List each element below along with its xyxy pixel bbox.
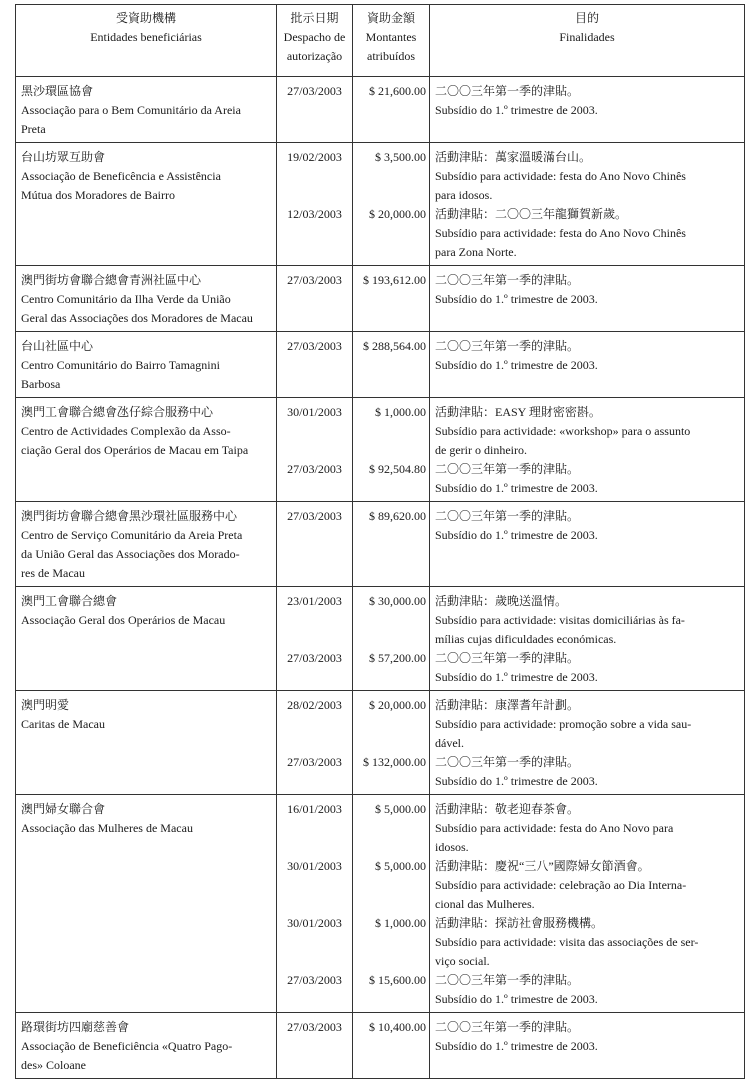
entity-name-pt: Mútua dos Moradores de Bairro: [21, 188, 175, 202]
table-row: [16, 77, 745, 143]
approval-date: 12/03/2003: [287, 207, 342, 221]
entity-name-pt: Geral das Associações dos Moradores de Macau: [21, 311, 253, 325]
table-row: [16, 266, 745, 332]
entity-name-pt: Associação de Beneficiência «Quatro Pago-: [21, 1039, 233, 1053]
purpose-pt: Subsídio do 1.º trimestre de 2003.: [435, 774, 598, 788]
approval-date: 27/03/2003: [287, 1020, 342, 1034]
approval-date: 27/03/2003: [287, 509, 342, 523]
amount-cell: [353, 795, 430, 1013]
entity-name-zh: 路環街坊四廟慈善會: [21, 1020, 130, 1034]
amount-value: $ 15,600.00: [369, 973, 426, 987]
date-cell: [277, 77, 353, 143]
entity-name-pt: Centro Comunitário do Bairro Tamagnini: [21, 358, 220, 372]
purpose-cell: [430, 691, 745, 795]
entity-name-zh: 黑沙環區協會: [21, 84, 94, 98]
header-row: [16, 5, 745, 77]
entity-name-pt: Associação de Beneficência e Assistência: [21, 169, 221, 183]
date-cell: [277, 795, 353, 1013]
subsidy-table: [15, 4, 745, 1079]
amount-value: $ 5,000.00: [375, 859, 426, 873]
entity-name-zh: 澳門明愛: [21, 698, 70, 712]
entity-name-pt: des» Coloane: [21, 1058, 86, 1072]
purpose-cell: [430, 1013, 745, 1079]
entity-name-zh: 澳門街坊會聯合總會青洲社區中心: [21, 273, 202, 287]
amount-value: $ 92,504.80: [369, 462, 426, 476]
purpose-pt: Subsídio para actividade: festa do Ano Novo para: [435, 821, 674, 835]
purpose-pt: Subsídio do 1.º trimestre de 2003.: [435, 481, 598, 495]
amount-cell: [353, 398, 430, 502]
purpose-zh: 二〇〇三年第一季的津貼。: [435, 462, 580, 476]
date-cell: [277, 398, 353, 502]
entity-name-zh: 澳門工會聯合總會氹仔綜合服務中心: [21, 405, 214, 419]
entity-name-zh: 台山坊眾互助會: [21, 150, 106, 164]
date-cell: [277, 266, 353, 332]
purpose-pt: Subsídio do 1.º trimestre de 2003.: [435, 528, 598, 542]
date-cell: [277, 143, 353, 266]
amount-value: $ 5,000.00: [375, 802, 426, 816]
entity-cell: [16, 266, 277, 332]
entity-name-pt: Associação Geral dos Operários de Macau: [21, 613, 226, 627]
amount-value: $ 288,564.00: [363, 339, 426, 353]
table-row: [16, 332, 745, 398]
entity-name-zh: 澳門婦女聯合會: [21, 802, 106, 816]
entity-name-pt: Caritas de Macau: [21, 717, 105, 731]
purpose-pt: Subsídio para actividade: festa do Ano Novo Chinês: [435, 226, 686, 240]
table-row: [16, 1013, 745, 1079]
purpose-pt: Subsídio do 1.º trimestre de 2003.: [435, 292, 598, 306]
purpose-pt: dável.: [435, 736, 464, 750]
amount-value: $ 132,000.00: [363, 755, 426, 769]
purpose-cell: [430, 795, 745, 1013]
purpose-zh: 活動津貼：敬老迎春茶會。: [435, 802, 580, 816]
approval-date: 27/03/2003: [287, 273, 342, 287]
amount-value: $ 1,000.00: [375, 916, 426, 930]
amount-value: $ 20,000.00: [369, 207, 426, 221]
purpose-zh: 活動津貼：探訪社會服務機構。: [435, 916, 604, 930]
entity-name-zh: 澳門工會聯合總會: [21, 594, 118, 608]
approval-date: 27/03/2003: [287, 651, 342, 665]
entity-name-pt: da União Geral das Associações dos Morado-: [21, 547, 240, 561]
approval-date: 19/02/2003: [287, 150, 342, 164]
purpose-zh: 活動津貼：二〇〇三年龍獅賀新歲。: [435, 207, 628, 221]
amount-value: $ 30,000.00: [369, 594, 426, 608]
entity-cell: [16, 332, 277, 398]
amount-value: $ 89,620.00: [369, 509, 426, 523]
entity-name-pt: Centro de Actividades Complexão da Asso-: [21, 424, 231, 438]
table-body: [16, 77, 745, 1079]
entity-cell: [16, 691, 277, 795]
table-row: [16, 143, 745, 266]
purpose-pt: Subsídio do 1.º trimestre de 2003.: [435, 103, 598, 117]
approval-date: 30/01/2003: [287, 859, 342, 873]
header-entities: 受資助機構 Entidades beneficiárias: [16, 5, 277, 77]
amount-cell: [353, 77, 430, 143]
entity-name-pt: Associação para o Bem Comunitário da Areia: [21, 103, 241, 117]
table-row: [16, 795, 745, 1013]
purpose-zh: 活動津貼：萬家溫暖滿台山。: [435, 150, 592, 164]
purpose-cell: [430, 398, 745, 502]
approval-date: 27/03/2003: [287, 973, 342, 987]
entity-name-pt: Centro Comunitário da Ilha Verde da União: [21, 292, 231, 306]
amount-cell: [353, 143, 430, 266]
approval-date: 23/01/2003: [287, 594, 342, 608]
amount-cell: [353, 266, 430, 332]
entity-name-pt: Associação das Mulheres de Macau: [21, 821, 193, 835]
purpose-pt: para idosos.: [435, 188, 493, 202]
entity-name-pt: Barbosa: [21, 377, 61, 391]
amount-value: $ 193,612.00: [363, 273, 426, 287]
header-amount: 資助金額 Montantes atribuídos: [353, 5, 430, 77]
amount-value: $ 57,200.00: [369, 651, 426, 665]
purpose-pt: mílias cujas dificuldades económicas.: [435, 632, 617, 646]
date-cell: [277, 587, 353, 691]
entity-name-pt: Centro de Serviço Comunitário da Areia Preta: [21, 528, 243, 542]
entity-name-pt: ciação Geral dos Operários de Macau em Taipa: [21, 443, 249, 457]
header-date: 批示日期 Despacho de autorização: [277, 5, 353, 77]
purpose-pt: Subsídio do 1.º trimestre de 2003.: [435, 992, 598, 1006]
purpose-pt: Subsídio do 1.º trimestre de 2003.: [435, 358, 598, 372]
entity-cell: [16, 1013, 277, 1079]
amount-cell: [353, 502, 430, 587]
entity-name-pt: res de Macau: [21, 566, 85, 580]
entity-cell: [16, 143, 277, 266]
purpose-pt: Subsídio para actividade: promoção sobre a vida sau-: [435, 717, 692, 731]
approval-date: 30/01/2003: [287, 405, 342, 419]
entity-name-zh: 台山社區中心: [21, 339, 94, 353]
purpose-pt: idosos.: [435, 840, 469, 854]
purpose-cell: [430, 266, 745, 332]
purpose-pt: viço social.: [435, 954, 490, 968]
purpose-pt: Subsídio para actividade: celebração ao Dia Interna-: [435, 878, 687, 892]
purpose-zh: 二〇〇三年第一季的津貼。: [435, 755, 580, 769]
entity-name-pt: Preta: [21, 122, 46, 136]
purpose-zh: 活動津貼：慶祝“三八”國際婦女節酒會。: [435, 859, 650, 873]
table-row: [16, 398, 745, 502]
approval-date: 30/01/2003: [287, 916, 342, 930]
entity-cell: [16, 502, 277, 587]
purpose-zh: 活動津貼：康澤耆年計劃。: [435, 698, 580, 712]
purpose-zh: 活動津貼：歲晚送溫情。: [435, 594, 568, 608]
purpose-zh: 二〇〇三年第一季的津貼。: [435, 651, 580, 665]
purpose-zh: 活動津貼：EASY 理財密密斟。: [435, 405, 601, 419]
date-cell: [277, 1013, 353, 1079]
entity-cell: [16, 398, 277, 502]
purpose-zh: 二〇〇三年第一季的津貼。: [435, 973, 580, 987]
purpose-pt: Subsídio para actividade: visita das associações de ser-: [435, 935, 699, 949]
date-cell: [277, 691, 353, 795]
approval-date: 27/03/2003: [287, 462, 342, 476]
header-purpose: 目的 Finalidades: [430, 5, 745, 77]
amount-value: $ 21,600.00: [369, 84, 426, 98]
table-row: [16, 691, 745, 795]
entity-cell: [16, 77, 277, 143]
purpose-pt: cional das Mulheres.: [435, 897, 535, 911]
purpose-pt: Subsídio do 1.º trimestre de 2003.: [435, 1039, 598, 1053]
approval-date: 27/03/2003: [287, 339, 342, 353]
purpose-zh: 二〇〇三年第一季的津貼。: [435, 339, 580, 353]
purpose-pt: Subsídio do 1.º trimestre de 2003.: [435, 670, 598, 684]
amount-value: $ 1,000.00: [375, 405, 426, 419]
amount-value: $ 10,400.00: [369, 1020, 426, 1034]
date-cell: [277, 332, 353, 398]
purpose-zh: 二〇〇三年第一季的津貼。: [435, 1020, 580, 1034]
amount-cell: [353, 691, 430, 795]
purpose-pt: para Zona Norte.: [435, 245, 517, 259]
amount-cell: [353, 332, 430, 398]
purpose-cell: [430, 502, 745, 587]
date-cell: [277, 502, 353, 587]
purpose-zh: 二〇〇三年第一季的津貼。: [435, 273, 580, 287]
purpose-pt: Subsídio para actividade: «workshop» para o assunto: [435, 424, 691, 438]
entity-name-zh: 澳門街坊會聯合總會黑沙環社區服務中心: [21, 509, 238, 523]
amount-value: $ 20,000.00: [369, 698, 426, 712]
purpose-zh: 二〇〇三年第一季的津貼。: [435, 84, 580, 98]
purpose-cell: [430, 587, 745, 691]
amount-cell: [353, 1013, 430, 1079]
purpose-cell: [430, 143, 745, 266]
approval-date: 27/03/2003: [287, 755, 342, 769]
amount-value: $ 3,500.00: [375, 150, 426, 164]
entity-cell: [16, 587, 277, 691]
approval-date: 16/01/2003: [287, 802, 342, 816]
entity-cell: [16, 795, 277, 1013]
table-row: [16, 502, 745, 587]
amount-cell: [353, 587, 430, 691]
purpose-pt: de gerir o dinheiro.: [435, 443, 527, 457]
approval-date: 28/02/2003: [287, 698, 342, 712]
purpose-pt: Subsídio para actividade: visitas domiciliárias às fa-: [435, 613, 685, 627]
purpose-cell: [430, 332, 745, 398]
purpose-cell: [430, 77, 745, 143]
table-row: [16, 587, 745, 691]
purpose-pt: Subsídio para actividade: festa do Ano Novo Chinês: [435, 169, 686, 183]
purpose-zh: 二〇〇三年第一季的津貼。: [435, 509, 580, 523]
approval-date: 27/03/2003: [287, 84, 342, 98]
